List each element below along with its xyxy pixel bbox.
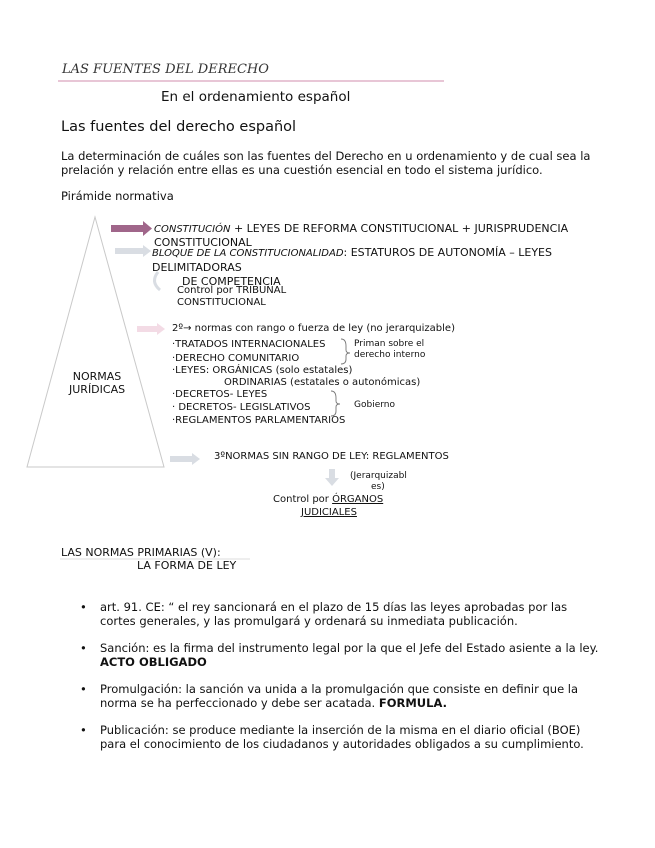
level3-item: · DECRETOS- LEGISLATIVOS	[172, 402, 311, 413]
control-prefix: Control por	[273, 494, 333, 505]
note-gobierno: Gobierno	[354, 400, 395, 410]
level3-item: ·TRATADOS INTERNACIONALES	[172, 339, 326, 350]
section-heading: Las fuentes del derecho español	[61, 119, 297, 135]
center-label-line1: NORMAS	[72, 370, 122, 383]
level2-line2: DELIMITADORAS	[152, 261, 242, 274]
arrow-level3	[137, 323, 165, 335]
list-item	[80, 683, 600, 710]
primary-norms-heading: LAS NORMAS PRIMARIAS (V):	[61, 546, 221, 559]
curve-connector	[154, 272, 160, 290]
level4-note-line2: es)	[371, 482, 385, 492]
list-item	[80, 601, 600, 628]
level2-italic: BLOQUE DE LA CONSTITUCIONALIDAD	[152, 248, 344, 259]
level2-line1	[152, 246, 552, 259]
note-priman-line2: derecho interno	[354, 350, 426, 360]
primary-norms-subheading: LA FORMA DE LEY	[137, 559, 237, 572]
level2-line3: DE COMPETENCIA	[182, 275, 281, 288]
level1-italic: CONSTITUCIÓN	[154, 224, 231, 235]
level3-item: ·DECRETOS- LEYES	[172, 389, 268, 400]
level2-rest: : ESTATUROS DE AUTONOMÍA – LEYES	[343, 246, 552, 259]
bullet-bold: FORMULA.	[378, 695, 447, 710]
level1-rest: + LEYES DE REFORMA CONSTITUCIONAL + JURISPRUDENCIA	[230, 222, 569, 235]
control-organos-line1	[273, 494, 383, 505]
level3-item: ORDINARIAS (estatales o autonómicas)	[224, 377, 421, 388]
list-item	[80, 642, 600, 669]
level3-item: ·REGLAMENTOS PARLAMENTARIOS	[172, 415, 346, 426]
control-organos-line2: JUDICIALES	[301, 507, 357, 518]
bullet-bold: ACTO OBLIGADO	[100, 654, 207, 669]
note-priman-line1: Priman sobre el	[354, 339, 425, 349]
control-underlined: ÓRGANOS	[332, 494, 384, 505]
control-tc-line1: Control por TRIBUNAL	[177, 285, 287, 296]
level3-item: ·DERECHO COMUNITARIO	[172, 353, 300, 364]
level4-heading: 3ºNORMAS SIN RANGO DE LEY: REGLAMENTOS	[214, 451, 449, 462]
arrow-level4	[170, 453, 200, 465]
bullet-list	[80, 601, 600, 765]
pyramid-label: Pirámide normativa	[61, 189, 174, 203]
level4-note-line1: (Jerarquizabl	[350, 471, 407, 481]
document-title: LAS FUENTES DEL DERECHO	[62, 62, 269, 77]
brace-priman	[341, 339, 350, 364]
pyramid-center-label	[69, 370, 125, 396]
brace-gobierno	[331, 391, 340, 416]
arrow-level2	[115, 245, 151, 257]
center-label-line2: JURÍDICAS	[69, 383, 126, 396]
bullet-text: Promulgación: la sanción va unida a la promulgación que consiste en definir que la norma se ha perfeccionado y debe ser acatada.	[100, 682, 579, 710]
level1-line2: CONSTITUCIONAL	[154, 236, 252, 249]
document-subtitle: En el ordenamiento español	[161, 89, 351, 105]
list-item	[80, 724, 600, 751]
intro-paragraph: La determinación de cuáles son las fuentes del Derecho en u ordenamiento y de cual sea la prelación y relación entre ellas es una cuestión esencial en todo el sistema jurídico.	[61, 149, 591, 177]
control-tc-line2: CONSTITUCIONAL	[177, 297, 266, 308]
level1-line1	[154, 222, 568, 235]
arrow-down	[325, 469, 339, 486]
bullet-text: Publicación: se produce mediante la inserción de la misma en el diario oficial (BOE) para el conocimiento de los ciudadanos y autoridades obligados a su cumplimiento.	[100, 723, 584, 751]
level3-heading: 2º→ normas con rango o fuerza de ley (no jerarquizable)	[172, 323, 455, 334]
arrow-level1	[111, 221, 152, 236]
level3-item: ·LEYES: ORGÁNICAS (solo estatales)	[172, 365, 353, 376]
bullet-text: Sanción: es la firma del instrumento legal por la que el Jefe del Estado asiente a la ley.	[100, 641, 599, 655]
bullet-text: art. 91. CE: “ el rey sancionará en el plazo de 15 días las leyes aprobadas por las cortes generales, y las promulgará y ordenará su inmediata publicación.	[100, 600, 568, 628]
